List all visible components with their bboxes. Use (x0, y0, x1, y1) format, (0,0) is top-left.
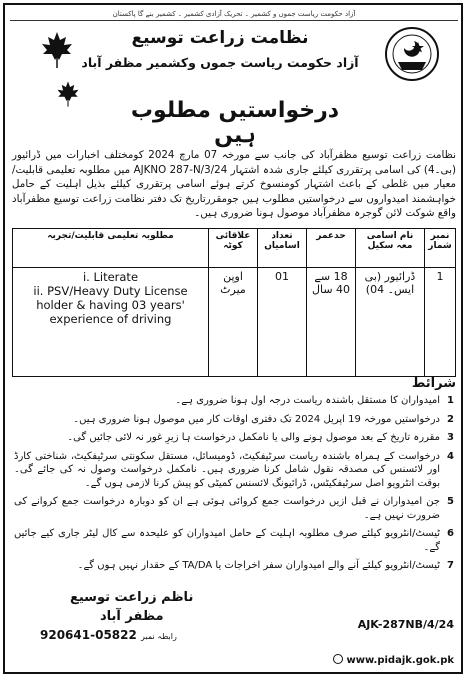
qualification-line: ii. PSV/Heavy Duty License holder & having 03 years' experience of driving (33, 284, 188, 326)
condition-number: 3 (447, 432, 454, 443)
condition-number: 6 (447, 528, 454, 539)
list-item (14, 413, 454, 427)
condition-text: امیدواران کا مستقل باشندہ ریاست درجہ اول ہونا ضروری ہے۔ (175, 395, 440, 406)
contact-phone (40, 628, 177, 642)
condition-number: 5 (447, 496, 454, 507)
cell-post: ڈرائیور (بی ایس۔ 04) (356, 268, 425, 377)
conditions-list (14, 394, 454, 578)
government-subtitle: آزاد حکومت ریاست جموں وکشمیر مظفر آباد (81, 55, 359, 70)
header-count: تعداد اسامیاں (258, 229, 307, 268)
top-slogan-strip: آزاد حکومت ریاست جموں و کشمیر ۔ تحریک آزادی کشمیر ۔ کشمیر بنے گا پاکستان (10, 8, 458, 21)
condition-number: 1 (447, 395, 454, 406)
condition-text: مقررہ تاریخ کے بعد موصول ہونے والی یا نامکمل درخواست ہا زیرِ غور نہ لائی جائیں گی۔ (67, 432, 440, 443)
vacancy-table (12, 228, 456, 377)
list-item (14, 394, 454, 408)
header-sr: نمبر شمار (425, 229, 456, 268)
cell-qualification (13, 268, 209, 377)
globe-icon (333, 654, 343, 664)
list-item (14, 431, 454, 445)
condition-text: درخواستیں مورخہ 19 اپریل 2024 تک دفتری اوقات کار میں موصول ہونا ضروری ہیں۔ (73, 413, 440, 425)
header-age: حدعمر (307, 229, 356, 268)
qualification-line: i. Literate (82, 270, 139, 284)
header-quota: علاقائی کوٹہ (209, 229, 258, 268)
cell-age: 18 سے 40 سال (307, 268, 356, 377)
condition-text: ٹیسٹ/انٹرویو کیلئے آنے والے امیدواران سفر اخراجات یا TA/DA کے حقدار نہیں ہوں گے۔ (77, 560, 440, 571)
condition-text: جن امیدواران نے قبل ازیں درخواست جمع کروائی ہوئی ہے ان کو دوبارہ درخواست جمع کروانے کی ضرورت نہیں ہے۔ (14, 496, 440, 521)
table-row (13, 268, 456, 377)
phone-number: 05822-920641 (40, 628, 137, 642)
list-item (14, 450, 454, 491)
list-item (14, 527, 454, 554)
government-emblem-icon (384, 26, 440, 82)
condition-text: درخواست کے ہمراہ باشندہ ریاست سرٹیفکیٹ، ڈومیسائل، مستقل سکونتی سرٹیفکیٹ، شناختی کارڈ اور لائسنس کی مصدقہ نقول شامل کرنا ضروری ہیں۔ نامکمل درخواست وصول نہ کی جائے گی۔ بوقت انٹرویو اصل سرٹیفکیٹس، ڈرائیونگ لائسنس کمیٹی کو پیش کرنا لازمی ہوں گے۔ (14, 450, 440, 489)
header-post: نام اسامی معہ سکیل (356, 229, 425, 268)
department-title: نظامت زراعت توسیع (131, 28, 309, 48)
cell-count: 01 (258, 268, 307, 377)
signatory-city: مظفر آباد (100, 609, 164, 624)
cell-quota: اوپن میرٹ (209, 268, 258, 377)
list-item (14, 559, 454, 573)
conditions-heading: شرائط (411, 376, 456, 391)
table-header-row (13, 229, 456, 268)
cell-sr: 1 (425, 268, 456, 377)
condition-number: 7 (447, 560, 454, 571)
reference-number: AJK-287NB/4/24 (357, 618, 454, 631)
list-item (14, 495, 454, 522)
header-qualification: مطلوبہ تعلیمی قابلیت/تجربہ (13, 229, 209, 268)
website-url[interactable]: www.pidajk.gok.pk (346, 655, 454, 666)
phone-label: رابطہ نمبر (141, 632, 177, 641)
signatory-title: ناظم زراعت توسیع (70, 590, 194, 605)
notice-title: درخواستیں مطلوب ہیں (130, 98, 340, 148)
condition-number: 4 (447, 450, 454, 462)
website[interactable] (333, 654, 454, 666)
condition-number: 2 (447, 413, 454, 425)
intro-paragraph: نظامت زراعت توسیع مظفرآباد کی جانب سے مورخہ 07 مارچ 2024 کومختلف اخبارات میں ڈرائیور (بی۔4) کی اسامی پرتقرری کیلئے جاری شدہ اشتہار AJKNO 287-N/3/24 میں مطلوبہ تعلیمی قابلیت/معیار میں غلطی کے باعث اشتہار کومنسوخ کرتے ہوئے اسامی پرتقرری کیلئے بذیل اہلیت کے حامل خواہشمند امیدواروں سے درخواستیں مطلوب ہیں جومقررتاریخ تک دفتر نظامت زراعت توسیع مظفرآباد واقع شوکت لائن گوجرہ مظفرآباد موصول ہونا ضروری ہیں۔ (12, 149, 456, 219)
condition-text: ٹیسٹ/انٹرویو کیلئے صرف مطلوبہ اہلیت کے حامل امیدواران کو علیحدہ سے کال لیٹر جاری کیے جائیں گے۔ (14, 528, 440, 553)
maple-leaf-icon (56, 80, 80, 108)
